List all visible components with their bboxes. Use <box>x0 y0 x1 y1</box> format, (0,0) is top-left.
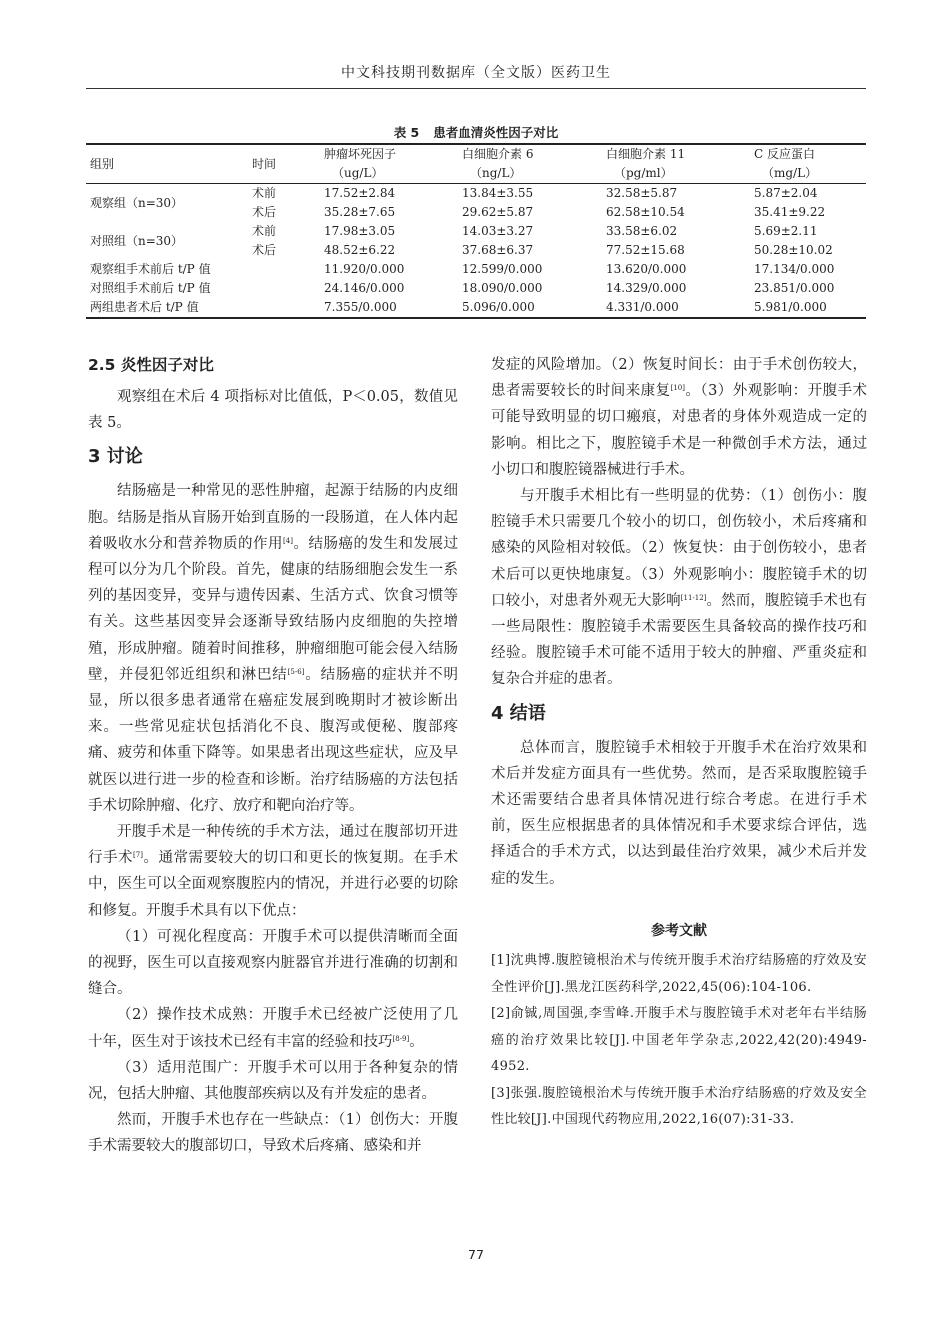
cell-value: 32.58±5.87 <box>606 186 678 200</box>
cell-value: 35.41±9.22 <box>754 205 826 219</box>
right-column <box>491 352 867 1134</box>
cell-value: 23.851/0.000 <box>754 281 835 295</box>
citation-ref: [8-9] <box>392 1034 410 1043</box>
citation-ref: [10] <box>670 384 685 393</box>
page-number: 77 <box>468 1247 484 1262</box>
row-time: 术后 <box>252 205 277 219</box>
cell-value: 5.981/0.000 <box>750 298 866 318</box>
cell-value: 29.62±5.87 <box>462 205 534 219</box>
header-time: 时间 <box>248 144 320 184</box>
header-il11: 白细胞介素 11 （pg/ml） <box>602 144 750 184</box>
citation-ref: [11-12] <box>680 593 707 602</box>
table-row <box>86 222 866 241</box>
table-caption <box>86 123 866 141</box>
cell-value: 48.52±6.22 <box>324 243 396 257</box>
cell-value: 14.03±3.27 <box>462 224 534 238</box>
header-divider <box>86 88 866 89</box>
cell-value: 17.134/0.000 <box>754 262 835 276</box>
cell-value: 4.331/0.000 <box>602 298 750 318</box>
inflammatory-factor-table <box>86 143 866 319</box>
section-heading-2-5: 2.5 炎性因子对比 <box>88 356 214 374</box>
cell-value: 18.090/0.000 <box>462 281 543 295</box>
disadvantage-paragraph: 然而，开腹手术也存在一些缺点：（1）创伤大：开腹手术需要较大的腹部切口，导致术后疼痛、感染和并 <box>88 1112 458 1155</box>
row-time: 术前 <box>252 224 277 238</box>
continued-paragraph: 发症的风险增加。（2）恢复时间长：由于手术创伤较大，患者需要较长的时间来康复[10]。（3）外观影响：开腹手术可能导致明显的切口瘢痕，对患者的身体外观造成一定的影响。相比之下，腹腔镜手术是一种微创手术方法，通过小切口和腹腔镜器械进行手术。 <box>491 357 867 478</box>
advantage-item-2: （2）操作技术成熟：开腹手术已经被广泛使用了几十年，医生对于该技术已经有丰富的经验和技巧[8-9]。 <box>88 1007 458 1050</box>
reference-item: [1]沈典博.腹腔镜根治术与传统开腹手术治疗结肠癌的疗效及安全性评价[J].黑龙江医药科学,2022,45(06):104-106. <box>491 953 867 995</box>
section-heading-conclusion: 4 结语 <box>491 702 546 724</box>
header-group: 组别 <box>86 144 248 184</box>
header-crp: C 反应蛋白 （mg/L） <box>750 144 866 184</box>
journal-header: 中文科技期刊数据库（全文版）医药卫生 <box>341 65 611 81</box>
row-group: 对照组手术前后 t/P 值 <box>90 281 211 295</box>
cell-value: 50.28±10.02 <box>754 243 833 257</box>
reference-item: [3]张强.腹腔镜根治术与传统开腹手术治疗结肠癌的疗效及安全性比较[J].中国现代药物应用,2022,16(07):31-33. <box>491 1085 867 1128</box>
reference-item: [2]俞铖,周国强,李雪峰.开腹手术与腹腔镜手术对老年右半结肠癌的治疗效果比较[J].中国老年学杂志,2022,42(20):4949-4952. <box>491 1006 867 1075</box>
left-column <box>88 352 458 1160</box>
cell-value: 11.920/0.000 <box>324 262 405 276</box>
section-heading-discussion: 3 讨论 <box>88 446 143 468</box>
header-il6: 白细胞介素 6 （ng/L） <box>458 144 602 184</box>
citation-ref: [5-6] <box>287 667 305 676</box>
cell-value: 17.52±2.84 <box>324 186 396 200</box>
table-row <box>86 279 866 298</box>
results-paragraph: 观察组在术后 4 项指标对比值低，P＜0.05，数值见表 5。 <box>88 389 458 432</box>
table-title: 患者血清炎性因子对比 <box>433 125 559 140</box>
cell-value: 77.52±15.68 <box>606 243 685 257</box>
discussion-paragraph-2: 开腹手术是一种传统的手术方法，通过在腹部切开进行手术[7]。通常需要较大的切口和更长的恢复期。在手术中，医生可以全面观察腹腔内的情况，并进行必要的切除和修复。开腹手术具有以下优点： <box>88 824 459 919</box>
table-row <box>86 298 866 318</box>
conclusion-paragraph: 总体而言，腹腔镜手术相较于开腹手术在治疗效果和术后并发症方面具有一些优势。然而，是否采取腹腔镜手术还需要结合患者具体情况进行综合考虑。在进行手术前，医生应根据患者的具体情况和手术要求综合评估，选择适合的手术方式，以达到最佳治疗效果，减少术后并发症的发生。 <box>491 739 867 887</box>
cell-value: 37.68±6.37 <box>462 243 534 257</box>
citation-ref: [7] <box>133 851 143 860</box>
cell-value: 17.98±3.05 <box>324 224 396 238</box>
cell-value: 12.599/0.000 <box>462 262 543 276</box>
row-group: 对照组（n=30） <box>90 233 184 248</box>
references-title: 参考文献 <box>651 922 707 939</box>
cell-value: 5.87±2.04 <box>754 186 818 200</box>
cell-value: 62.58±10.54 <box>606 205 685 219</box>
cell-value: 35.28±7.65 <box>324 205 396 219</box>
table-row <box>86 184 866 204</box>
citation-ref: [4] <box>283 536 293 545</box>
row-group: 两组患者术后 t/P 值 <box>86 298 320 318</box>
cell-value: 13.620/0.000 <box>606 262 687 276</box>
row-time: 术前 <box>252 186 277 200</box>
row-group: 观察组手术前后 t/P 值 <box>90 262 211 276</box>
cell-value: 5.096/0.000 <box>458 298 602 318</box>
header-tnf: 肿瘤坏死因子 （ug/L） <box>320 144 458 184</box>
cell-value: 13.84±3.55 <box>462 186 534 200</box>
cell-value: 7.355/0.000 <box>320 298 458 318</box>
cell-value: 24.146/0.000 <box>324 281 405 295</box>
cell-value: 33.58±6.02 <box>606 224 678 238</box>
advantage-item-3: （3）适用范围广：开腹手术可以用于各种复杂的情况，包括大肿瘤、其他腹部疾病以及有并发症的患者。 <box>88 1059 458 1103</box>
advantage-item-1: （1）可视化程度高：开腹手术可以提供清晰而全面的视野，医生可以直接观察内脏器官并进行准确的切割和缝合。 <box>88 928 458 998</box>
discussion-paragraph-1: 结肠癌是一种常见的恶性肿瘤，起源于结肠的内皮细胞。结肠是指从盲肠开始到直肠的一段肠道，在人体内起着吸收水分和营养物质的作用[4]。结肠癌的发生和发展过程可以分为几个阶段。首先，健康的结肠细胞会发生一系列的基因变异，变异与遗传因素、生活方式、饮食习惯等有关。这些基因变异会逐渐导致结肠内皮细胞的失控增殖，形成肿瘤。随着时间推移，肿瘤细胞可能会侵入结肠壁，并侵犯邻近组织和淋巴结[5-6]。结肠癌的症状并不明显，所以很多患者通常在癌症发展到晚期时才被诊断出来。一些常见症状包括消化不良、腹泻或便秘、腹部疼痛、疲劳和体重下降等。如果患者出现这些症状，应及早就医以进行进一步的检查和诊断。治疗结肠癌的方法包括手术切除肿瘤、化疗、放疗和靶向治疗等。 <box>88 483 459 814</box>
cell-value: 5.69±2.11 <box>754 224 818 238</box>
laparoscopy-advantages-paragraph: 与开腹手术相比有一些明显的优势：（1）创伤小：腹腔镜手术只需要几个较小的切口，创伤较小，术后疼痛和感染的风险相对较低。（2）恢复快：由于创伤较小，患者术后可以更快地康复。（3）外观影响小：腹腔镜手术的切口较小，对患者外观无大影响[11-12]。然而，腹腔镜手术也有一些局限性：腹腔镜手术需要医生具备较高的操作技巧和经验。腹腔镜手术可能不适用于较大的肿瘤、严重炎症和复杂合并症的患者。 <box>491 488 868 688</box>
table-label: 表 5 <box>393 125 420 140</box>
row-time: 术后 <box>252 243 277 257</box>
row-group: 观察组（n=30） <box>90 195 184 210</box>
table-row <box>86 260 866 279</box>
cell-value: 14.329/0.000 <box>606 281 687 295</box>
